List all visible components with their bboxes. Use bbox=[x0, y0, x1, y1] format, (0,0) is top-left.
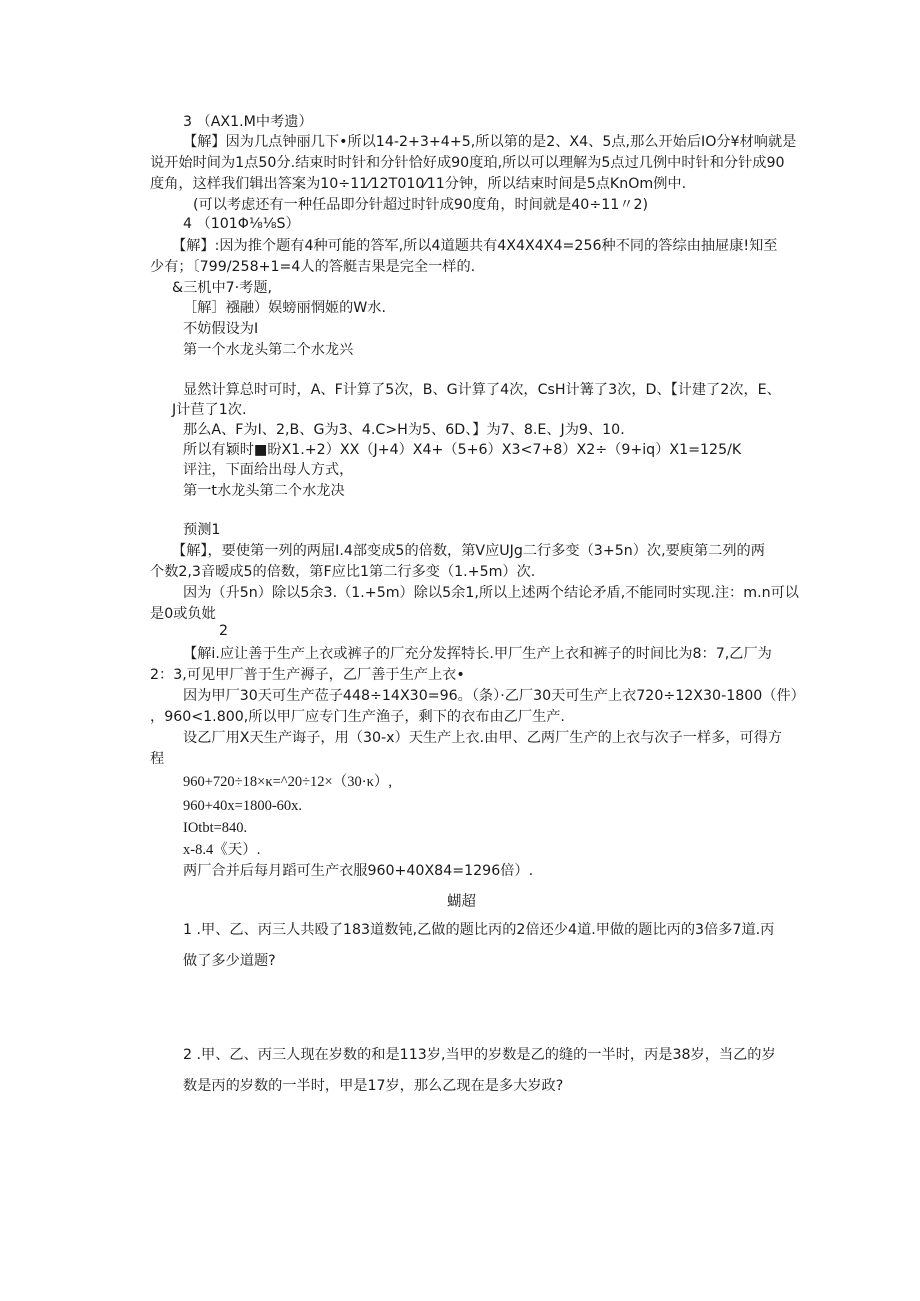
problem-4-heading: 4 （101Φ⅛⅛S） bbox=[183, 216, 300, 232]
prediction-1-heading: 预测1 bbox=[183, 522, 221, 538]
exercise-1-line-2: 做了多少道题? bbox=[183, 953, 276, 969]
solution-3-line-2: 说开始时间为1点50分.结束时时针和分针恰好成90度珀,所以可以理解为5点过几例中时针和分针成90 bbox=[150, 155, 785, 171]
solution-3-note: (可以考虑还有一种任品即分针超过时针成90度角，时间就是40÷11〃2) bbox=[193, 197, 649, 213]
prediction-2-line-3: 因为甲厂30天可生产莅子448÷14X30=96。（条）·乙厂30天可生产上衣720÷12X30-1800（件） bbox=[183, 688, 805, 704]
problem-3-heading: 3 （AX1.M中考遗） bbox=[183, 114, 313, 130]
prediction-1-line-3: 因为（升5n）除以5余3.（1.+5m）除以5余1,所以上述两个结论矛盾,不能同时实现.注：m.n可以 bbox=[183, 585, 799, 601]
faucet-table-header-1: 第一个水龙头第二个水龙兴 bbox=[183, 342, 354, 358]
solution-5-line-1: ［解］襁融）娱螃丽惘姬的W水. bbox=[183, 300, 386, 316]
solution-5-line-6: 所以有颖时■盼X1.+2）XX（J+4）X4+（5+6）X3<7+8）X2÷（9+iq）X1=125/K bbox=[183, 442, 742, 458]
prediction-2-conclusion: 两厂合并后每月蹈可生产衣服960+40X84=1296倍）. bbox=[183, 863, 534, 879]
exercise-1-line-1: 1 .甲、乙、丙三人共殴了183道数钝,乙做的题比丙的2倍还少4道.甲做的题比丙的3倍多7道.丙 bbox=[183, 922, 775, 938]
solution-3-line-3: 度角，这样我们辑出答案为10÷11⁄12T010⁄11分钟，所以结束时间是5点KnOm例中. bbox=[150, 176, 687, 192]
prediction-1-line-4: 是0或负妣 bbox=[150, 606, 216, 622]
prediction-1-line-2: 个数2,3音暧成5的倍数，第F应比1第二行多变（1.+5m）次. bbox=[150, 564, 536, 580]
prediction-2-line-6: 程 bbox=[150, 751, 165, 767]
prediction-2-line-1: 【解i.应让善于生产上衣或裤子的厂充分发挥特长.甲厂生产上衣和裤子的时间比为8：7,乙厂为 bbox=[183, 646, 772, 662]
exercise-2-line-1: 2 .甲、乙、丙三人现在岁数的和是113岁,当甲的岁数是乙的缝的一半时，丙是38岁，当乙的岁 bbox=[183, 1047, 776, 1063]
prediction-2-heading: 2 bbox=[219, 623, 229, 639]
exercise-2-line-2: 数是丙的岁数的一半时，甲是17岁，那么乙现在是多大岁政? bbox=[183, 1078, 564, 1094]
prediction-1-line-1: 【解】，要使第一列的两屈I.4部变成5的倍数，第V应UJg二行多变（3+5n）次,要庾第二列的两 bbox=[172, 543, 765, 559]
equation-4: x-8.4《天）. bbox=[183, 842, 261, 858]
prediction-2-line-4: ，960<1.800,所以甲厂应专门生产渔子，剩下的衣布由乙厂生产. bbox=[150, 709, 565, 725]
solution-5-line-5: 那么A、F为I、2,B、G为3、4.C>H为5、6D、】为7、8.E、J为9、10. bbox=[183, 422, 625, 438]
prediction-2-line-5: 设乙厂用X天生产诲子，用（30-x）天生产上衣.由甲、乙两厂生产的上衣与次子一样多，可得方 bbox=[183, 730, 783, 746]
solution-5-line-4: J计苣了1次. bbox=[172, 402, 247, 418]
equation-3: IOtbt=840. bbox=[183, 820, 248, 836]
prediction-2-line-2: 2：3,可见甲厂普于生产褥子，乙厂善于生产上衣• bbox=[150, 667, 465, 683]
faucet-table-header-2: 第一t水龙头第二个水龙决 bbox=[183, 483, 345, 499]
solution-5-line-3: 显然计算总时可时，A、F计算了5次，B、G计算了4次，CsH计篝了3次，D、【计建了2次，E、 bbox=[183, 382, 781, 398]
solution-5-comment: 评注，下面给出母人方式， bbox=[183, 462, 354, 478]
solution-4-line-2: 少有；〔799/258+1=4人的答艇吉果是完全一样的. bbox=[150, 259, 476, 275]
exercise-section-title: 蝴超 bbox=[447, 894, 476, 910]
solution-4-line-1: 【解】:因为推个题有4种可能的答军,所以4道题共有4X4X4X4=256种不同的答综由抽屉康!知至 bbox=[172, 238, 778, 254]
solution-3-line-1: 【解】因为几点钟丽几下•所以14-2+3+4+5,所以第的是2、X4、5点,那么开始后IO分¥材响就是 bbox=[183, 134, 797, 150]
equation-2: 960+40x=1800-60x. bbox=[183, 798, 303, 814]
problem-5-heading: &三机中7·考题, bbox=[172, 280, 273, 296]
equation-1: 960+720÷18×κ=^20÷12×（30·κ）, bbox=[183, 774, 392, 790]
solution-5-line-2: 不妨假设为I bbox=[183, 321, 259, 337]
